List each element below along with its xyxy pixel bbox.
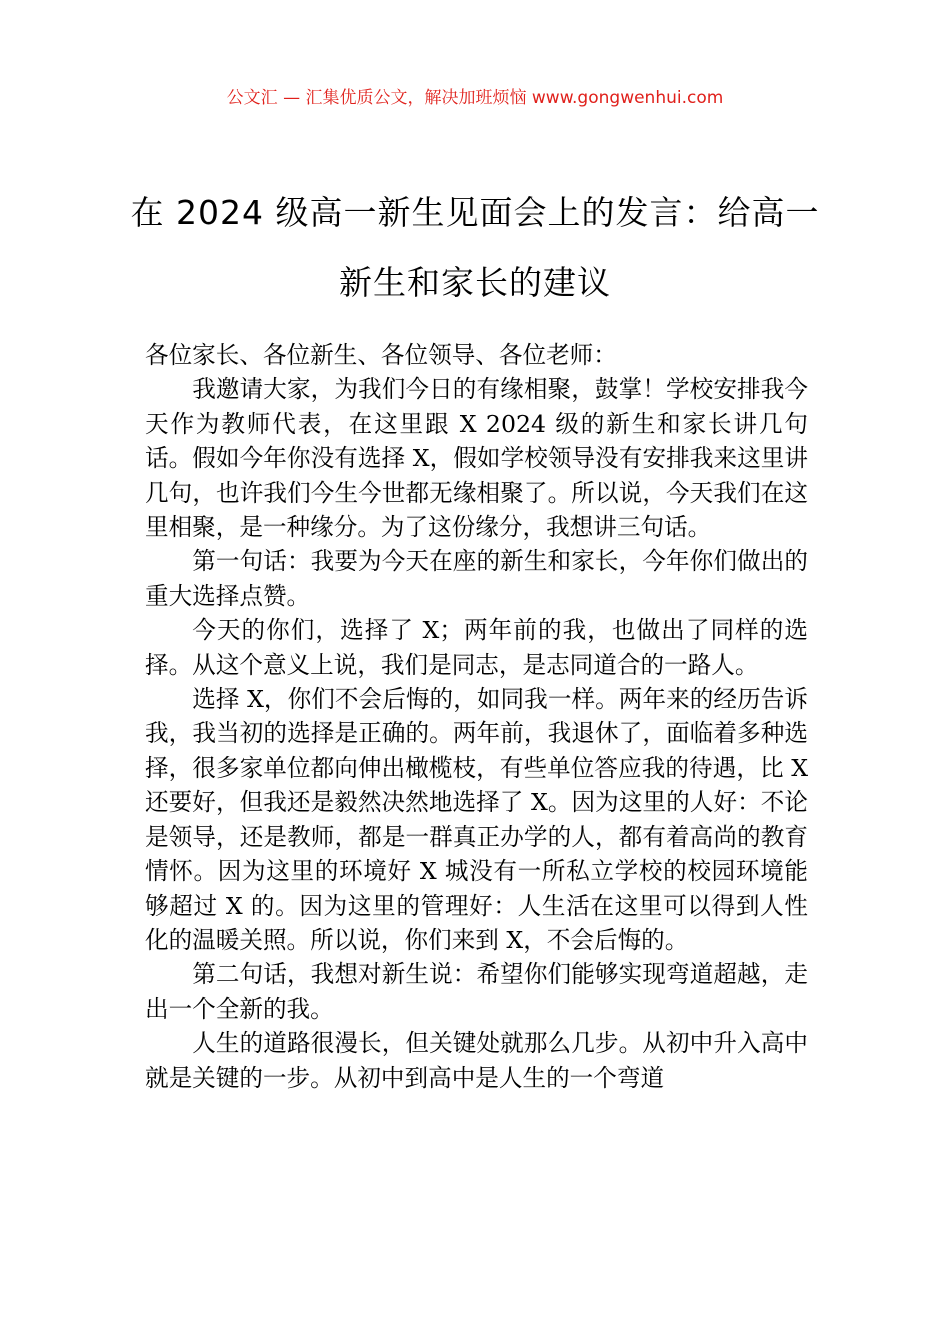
paragraph: 选择 X，你们不会后悔的，如同我一样。两年来的经历告诉我，我当初的选择是正确的。两年前，我退休了，面临着多种选择，很多家单位都向伸出橄榄枝，有些单位答应我的待遇，比 X 还要好，但我还是毅然决然地选择了 X。因为这里的人好：不论是领导，还是教师，都是一群真正办学的人，都有着高尚的教育情怀。因为这里的环境好 X 城没有一所私立学校的校园环境能够超过 X 的。因为这里的管理好：人生活在这里可以得到人性化的温暖关照。所以说，你们来到 X，不会后悔的。 [145, 685, 808, 954]
header-banner: 公文汇 — 汇集优质公文，解决加班烦恼 www.gongwenhui.com [226, 88, 724, 108]
document-body [145, 338, 808, 1095]
document-title: 在 2024 级高一新生见面会上的发言：给高一新生和家长的建议 [130, 193, 820, 302]
paragraph: 人生的道路很漫长，但关键处就那么几步。从初中升入高中就是关键的一步。从初中到高中是人生的一个弯道 [145, 1029, 808, 1092]
paragraph: 今天的你们，选择了 X；两年前的我，也做出了同样的选择。从这个意义上说，我们是同志，是志同道合的一路人。 [145, 616, 808, 679]
paragraph: 我邀请大家，为我们今日的有缘相聚，鼓掌！学校安排我今天作为教师代表，在这里跟 X 2024 级的新生和家长讲几句话。假如今年你没有选择 X，假如学校领导没有安排我来这里讲几句，也许我们今生今世都无缘相聚了。所以说，今天我们在这里相聚，是一种缘分。为了这份缘分，我想讲三句话。 [145, 375, 808, 542]
salutation: 各位家长、各位新生、各位领导、各位老师： [145, 341, 617, 369]
paragraph: 第二句话，我想对新生说：希望你们能够实现弯道超越，走出一个全新的我。 [145, 960, 808, 1023]
paragraph: 第一句话：我要为今天在座的新生和家长，今年你们做出的重大选择点赞。 [145, 547, 808, 610]
